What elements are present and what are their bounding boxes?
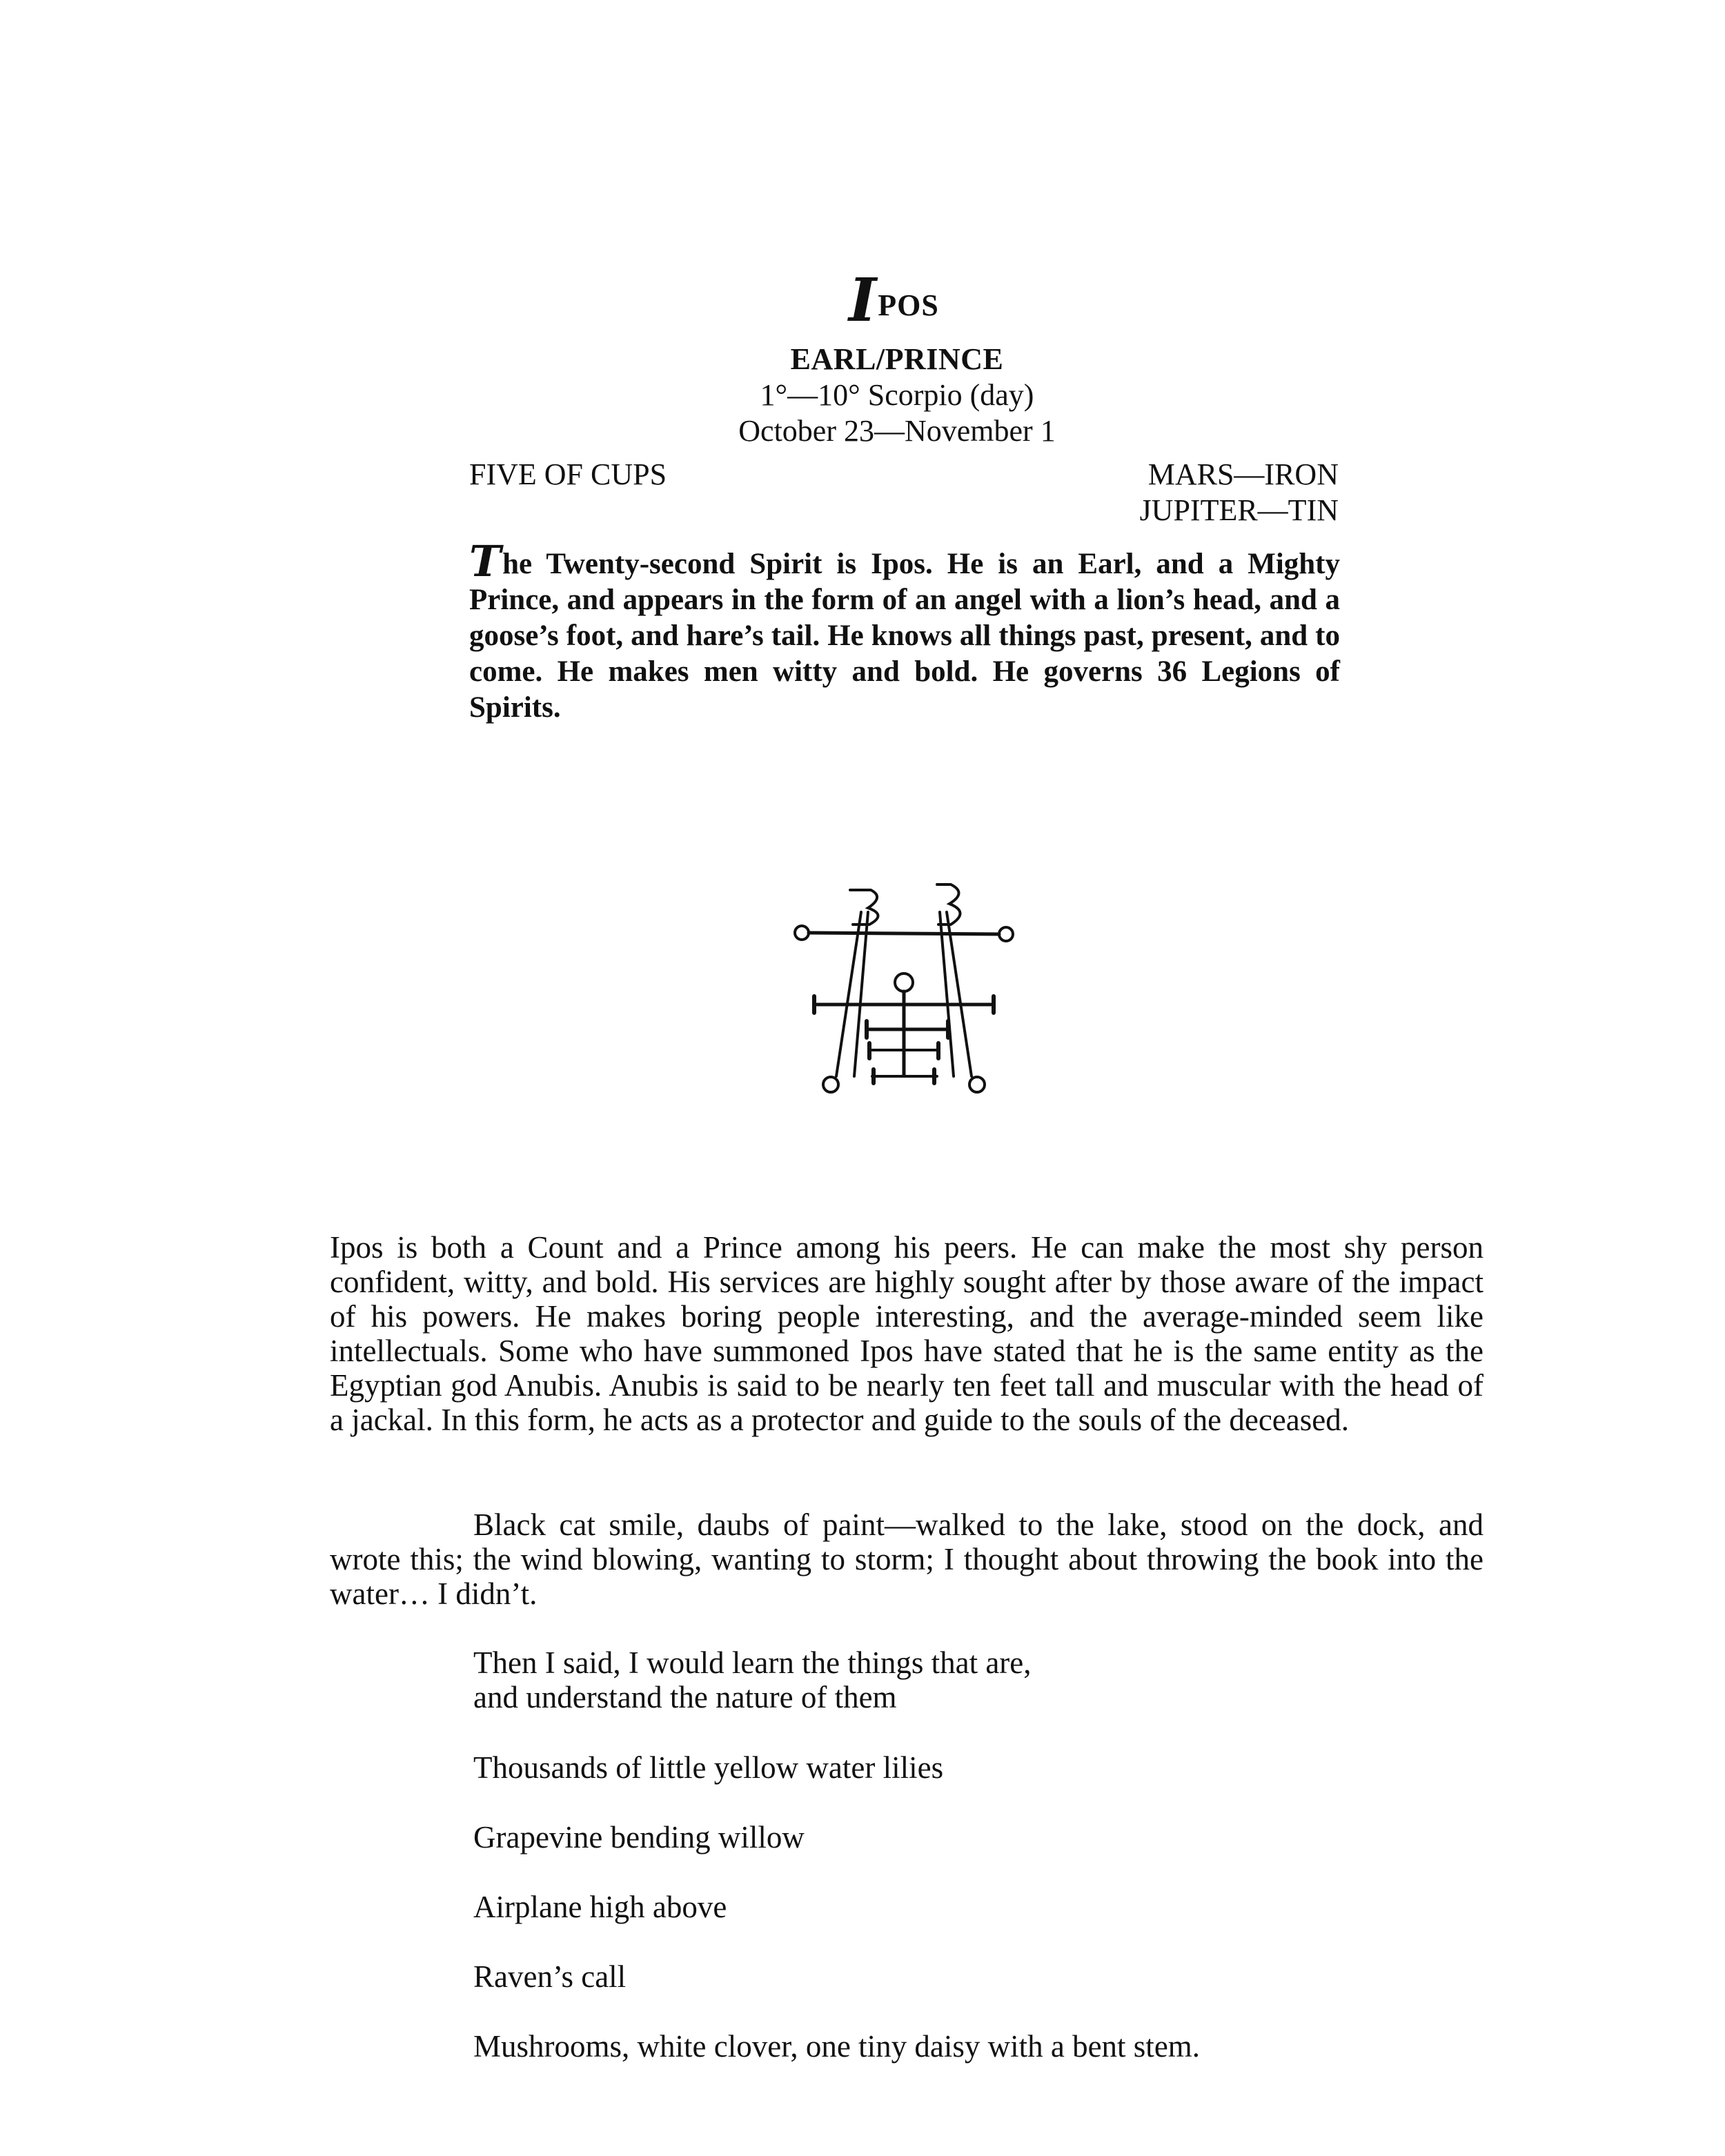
poem-line: and understand the nature of them xyxy=(473,1680,897,1714)
tarot-card: FIVE OF CUPS xyxy=(469,457,667,491)
planet-metal-jupiter: JUPITER—TIN xyxy=(1139,493,1339,527)
title-rest: POS xyxy=(878,288,939,322)
commentary-paragraph: Ipos is both a Count and a Prince among his peers. He can make the most shy person confident, witty, and bold. His services are highly sought after by those aware of the impact of his powers. He makes boring people interesting, and the average-minded seem like intellectuals. Some who have summoned Ipos have stated that he is the same entity as the Egyptian god Anubis. Anubis is said to be nearly ten feet tall and muscular with the head of a jackal. In this form, he acts as a protector and guide to the souls of the deceased. xyxy=(330,1230,1483,1437)
zodiac-degrees: 1°—10° Scorpio (day) xyxy=(760,378,1034,412)
description-text: he Twenty-second Spirit is Ipos. He is an Earl, and a Mighty Prince, and appears in the form of an angel with a lion’s head, and a goose’s foot, and hare’s tail. He knows all things past, present, and to come. He makes men witty and bold. He governs 36 Legions of Spirits. xyxy=(469,548,1340,724)
title-initial: I xyxy=(849,266,877,335)
planet-metal-mars: MARS—IRON xyxy=(1147,457,1339,491)
spirit-rank: EARL/PRINCE xyxy=(790,342,1004,376)
poem-line: Airplane high above xyxy=(473,1890,727,1924)
date-range: October 23—November 1 xyxy=(738,414,1056,448)
journal-paragraph: Black cat smile, daubs of paint—walked to the lake, stood on the dock, and wrote this; the wind blowing, wanting to storm; I thought about throwing the book into the water… I didn’t. xyxy=(330,1507,1483,1611)
spirit-title xyxy=(849,266,1014,335)
poem-line: Mushrooms, white clover, one tiny daisy with a bent stem. xyxy=(473,2029,1201,2064)
poem-line: Raven’s call xyxy=(473,1959,627,1994)
description-drop-cap: T xyxy=(469,536,502,586)
poem-line: Grapevine bending willow xyxy=(473,1820,805,1855)
poem-line: Thousands of little yellow water lilies xyxy=(473,1750,944,1785)
poem-line: Then I said, I would learn the things that are, xyxy=(473,1645,1032,1680)
ipos-seal-icon xyxy=(787,869,1021,1104)
spirit-description xyxy=(469,536,1340,726)
planet-metals xyxy=(1140,457,1339,528)
